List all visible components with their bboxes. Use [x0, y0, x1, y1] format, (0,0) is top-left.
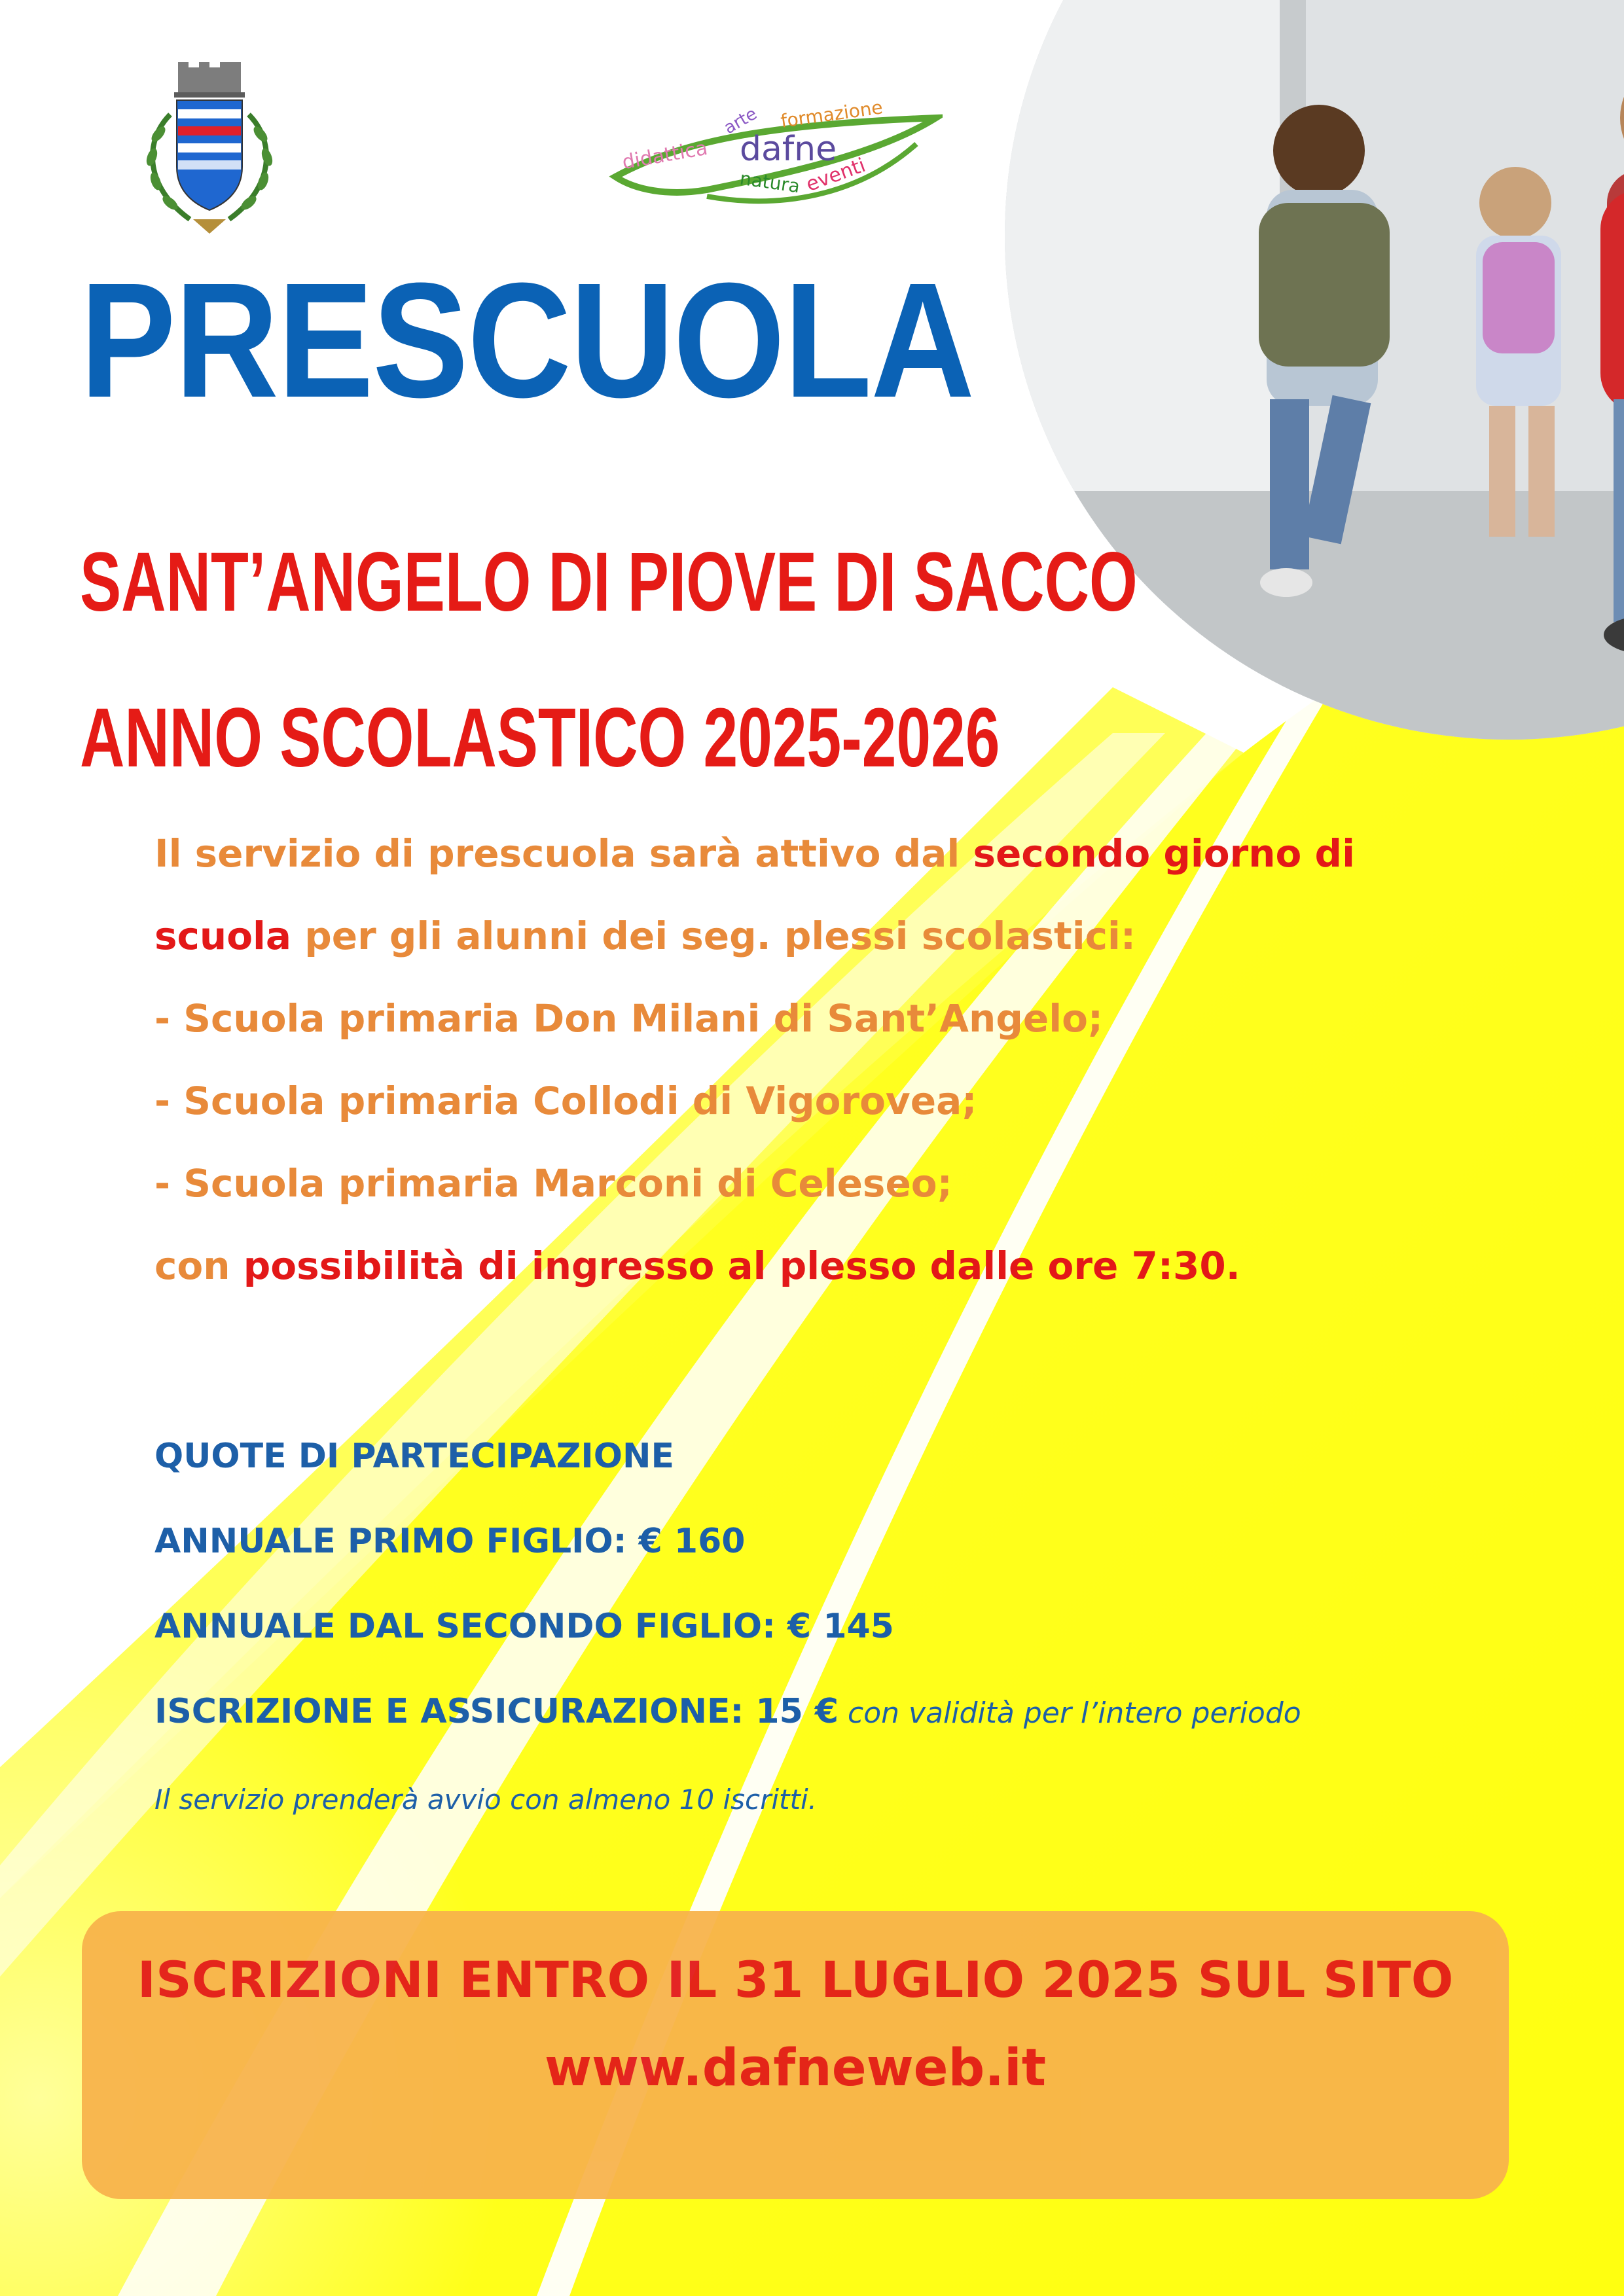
dafne-brand: dafne [740, 130, 837, 169]
intro-highlight: scuola [154, 914, 292, 958]
dafne-word-arte: arte [721, 103, 761, 139]
registration-fee: ISCRIZIONE E ASSICURAZIONE: 15 € [154, 1692, 839, 1731]
intro-line-1 [154, 831, 1355, 876]
minimum-enrollment-note: Il servizio prenderà avvio con almeno 10 iscritti. [154, 1784, 817, 1816]
dafne-logo [609, 98, 943, 216]
enrollment-banner [82, 1911, 1509, 2199]
enrollment-deadline: ISCRIZIONI ENTRO IL 31 LUGLIO 2025 SUL SITO [137, 1950, 1454, 2009]
intro-highlight: secondo giorno di [973, 831, 1355, 876]
school-item: - Scuola primaria Collodi di Vigorovea; [154, 1079, 977, 1123]
entry-highlight: possibilità di ingresso al plesso dalle ore 7:30. [243, 1244, 1240, 1288]
registration-note: con validità per l’intero periodo [839, 1696, 1301, 1730]
dafne-word-eventi: eventi [803, 154, 869, 196]
entry-time-line [154, 1244, 1240, 1288]
coat-of-arms-icon [131, 62, 288, 242]
dafne-word-natura: natura [738, 167, 802, 198]
website-link[interactable]: www.dafneweb.it [544, 2039, 1047, 2098]
main-title: PRESCUOLA [80, 249, 974, 431]
intro-text: Il servizio di prescuola sarà attivo dal [154, 831, 973, 876]
fee-registration [154, 1692, 1301, 1731]
school-item: - Scuola primaria Marconi di Celeseo; [154, 1161, 952, 1206]
intro-text: per gli alunni dei seg. plessi scolastici: [291, 914, 1136, 958]
location-title: SANT’ANGELO DI PIOVE DI SACCO [80, 535, 1138, 629]
fees-heading: QUOTE DI PARTECIPAZIONE [154, 1437, 675, 1476]
intro-line-2 [154, 914, 1136, 958]
entry-text: con [154, 1244, 244, 1288]
school-year-title: ANNO SCOLASTICO 2025-2026 [80, 691, 1000, 785]
dafne-word-didattica: didattica [620, 136, 710, 175]
dafne-word-formazione: formazione [779, 96, 884, 132]
fee-second-child: ANNUALE DAL SECONDO FIGLIO: € 145 [154, 1607, 894, 1646]
fee-first-child: ANNUALE PRIMO FIGLIO: € 160 [154, 1522, 746, 1561]
school-item: - Scuola primaria Don Milani di Sant’Angelo; [154, 996, 1104, 1041]
